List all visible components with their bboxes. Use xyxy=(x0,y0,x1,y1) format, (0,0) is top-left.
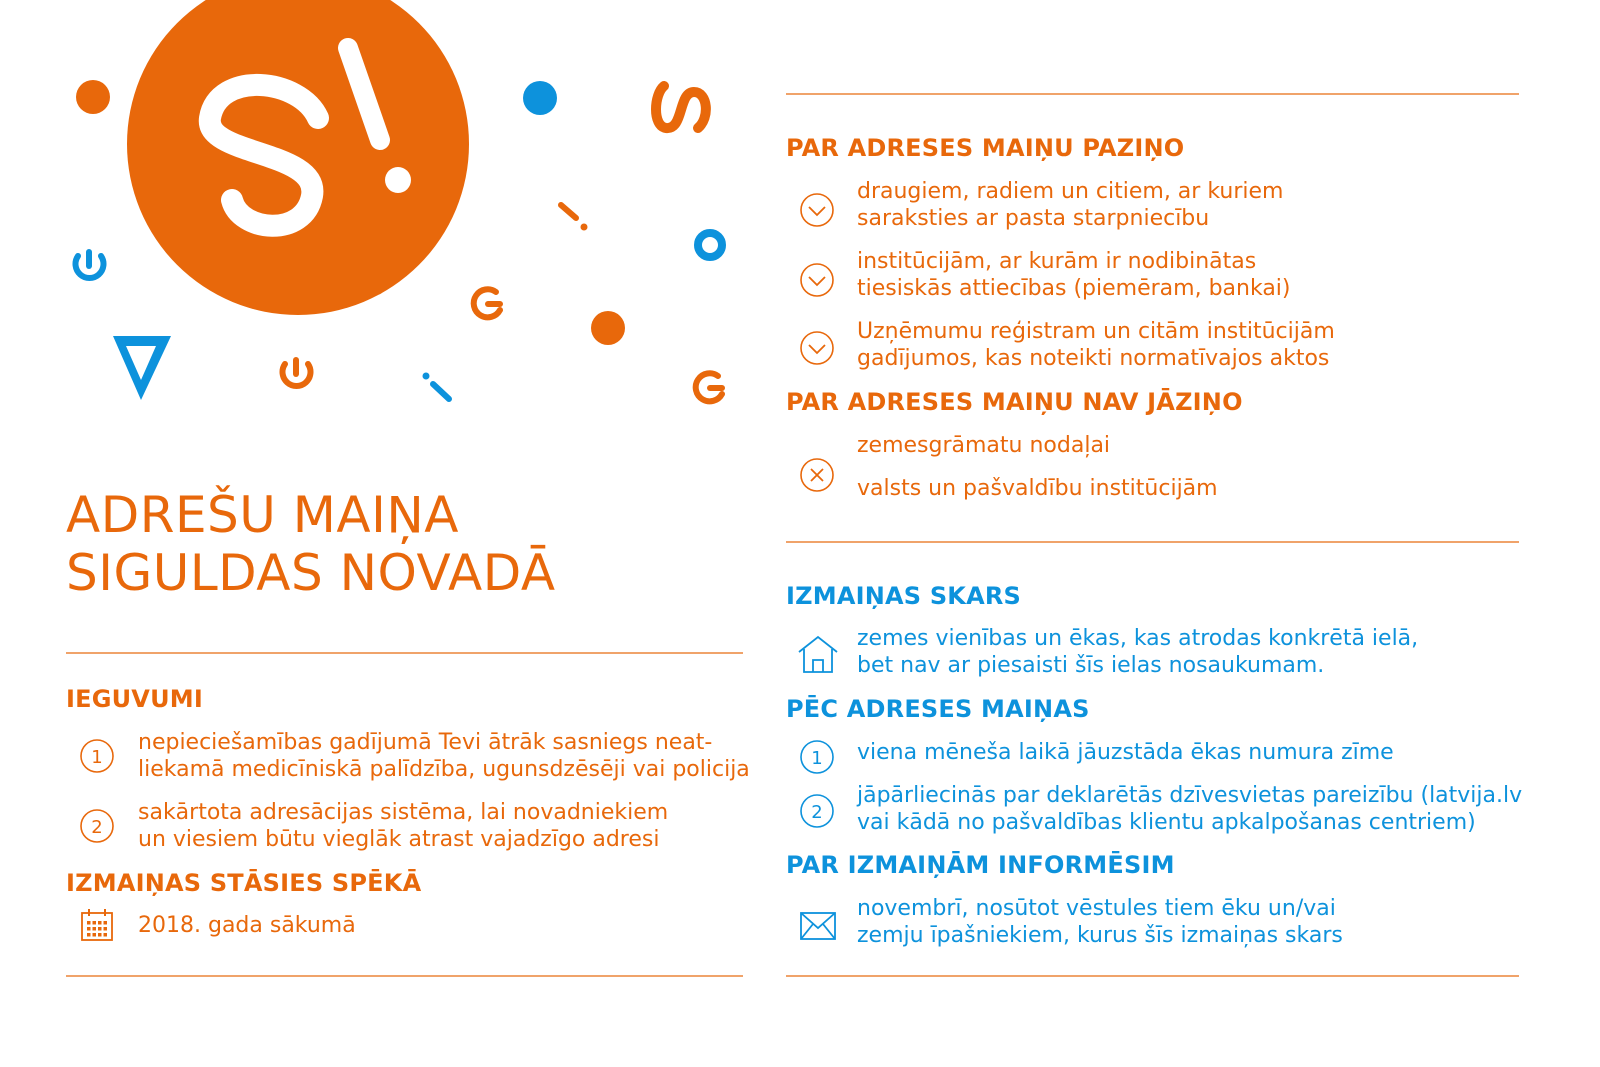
effective-heading: IZMAIŅAS STĀSIES SPĒKĀ xyxy=(66,869,422,897)
no-notify-1: zemesgrāmatu nodaļai xyxy=(857,433,1111,458)
svg-text:1: 1 xyxy=(811,748,823,769)
inform-heading: PAR IZMAIŅĀM INFORMĒSIM xyxy=(786,851,1175,879)
title-line-2: SIGULDAS NOVADĀ xyxy=(66,544,556,602)
number-1-icon xyxy=(799,739,835,775)
divider-left-top xyxy=(66,652,743,654)
house-icon xyxy=(797,634,839,674)
notify-3-line-2: gadījumos, kas noteikti normatīvajos aktos xyxy=(857,346,1330,371)
divider-left-bottom xyxy=(66,975,743,977)
after-2-line-2: vai kādā no pašvaldības klientu apkalpošanas centriem) xyxy=(857,810,1476,835)
notify-2-line-1: institūcijām, ar kurām ir nodibinātas xyxy=(857,249,1257,274)
logo-exclamation-dot xyxy=(385,167,411,193)
page-title xyxy=(66,486,556,602)
calendar-icon xyxy=(80,908,114,942)
benefits-heading: IEGUVUMI xyxy=(66,685,203,713)
after-2-line-1: jāpārliecinās par deklarētās dzīvesvietas pareizību (latvija.lv xyxy=(857,783,1523,808)
affects-heading: IZMAIŅAS SKARS xyxy=(786,582,1022,610)
checkmark-circle-icon xyxy=(799,192,835,228)
notify-heading: PAR ADRESES MAIŅU PAZIŅO xyxy=(786,134,1185,162)
notify-1-line-1: draugiem, radiem un citiem, ar kuriem xyxy=(857,179,1284,204)
benefit-1-line-1: nepieciešamības gadījumā Tevi ātrāk sasniegs neat- xyxy=(138,730,713,755)
after-1-line-1: viena mēneša laikā jāuzstāda ēkas numura zīme xyxy=(857,740,1394,765)
effective-date: 2018. gada sākumā xyxy=(138,913,356,938)
affects-line-1: zemes vienības un ēkas, kas atrodas konkrētā ielā, xyxy=(857,626,1419,651)
svg-text:2: 2 xyxy=(811,802,823,823)
notify-1-line-2: saraksties ar pasta starpniecību xyxy=(857,206,1210,231)
deco-s-orange xyxy=(656,86,706,128)
deco-exclamation-blue xyxy=(423,373,450,400)
divider-right-1 xyxy=(786,93,1519,95)
benefit-2-line-2: un viesiem būtu vieglāk atrast vajadzīgo adresi xyxy=(138,827,660,852)
deco-ring-blue xyxy=(698,233,722,257)
checkmark-circle-icon xyxy=(799,330,835,366)
number-2-icon xyxy=(79,808,115,844)
logo-graphic xyxy=(0,0,760,420)
benefit-1-line-2: liekamā medicīniskā palīdzība, ugunsdzēsēji vai policija xyxy=(138,757,750,782)
inform-line-1: novembrī, nosūtot vēstules tiem ēku un/vai xyxy=(857,896,1336,921)
checkmark-circle-icon xyxy=(799,262,835,298)
deco-dot-orange-2 xyxy=(591,311,625,345)
number-1-icon xyxy=(79,738,115,774)
no-notify-2: valsts un pašvaldību institūcijām xyxy=(857,476,1218,501)
svg-text:1: 1 xyxy=(91,747,103,768)
affects-line-2: bet nav ar piesaisti šīs ielas nosaukumam. xyxy=(857,653,1325,678)
after-heading: PĒC ADRESES MAIŅAS xyxy=(786,695,1090,723)
benefit-2-line-1: sakārtota adresācijas sistēma, lai novadniekiem xyxy=(138,800,669,825)
deco-dot-blue xyxy=(523,81,557,115)
envelope-icon xyxy=(799,911,837,941)
svg-text:2: 2 xyxy=(91,817,103,838)
notify-3-line-1: Uzņēmumu reģistram un citām institūcijām xyxy=(857,319,1335,344)
notify-2-line-2: tiesiskās attiecības (piemēram, bankai) xyxy=(857,276,1291,301)
cross-circle-icon xyxy=(799,457,835,493)
divider-right-2 xyxy=(786,541,1519,543)
deco-triangle-blue xyxy=(113,336,171,400)
title-line-1: ADREŠU MAIŅA xyxy=(66,486,459,544)
inform-line-2: zemju īpašniekiem, kurus šīs izmaiņas skars xyxy=(857,923,1343,948)
divider-right-3 xyxy=(786,975,1519,977)
no-notify-heading: PAR ADRESES MAIŅU NAV JĀZIŅO xyxy=(786,388,1243,416)
number-2-icon xyxy=(799,793,835,829)
deco-dot-orange xyxy=(76,80,110,114)
deco-exclamation-orange xyxy=(561,205,588,231)
